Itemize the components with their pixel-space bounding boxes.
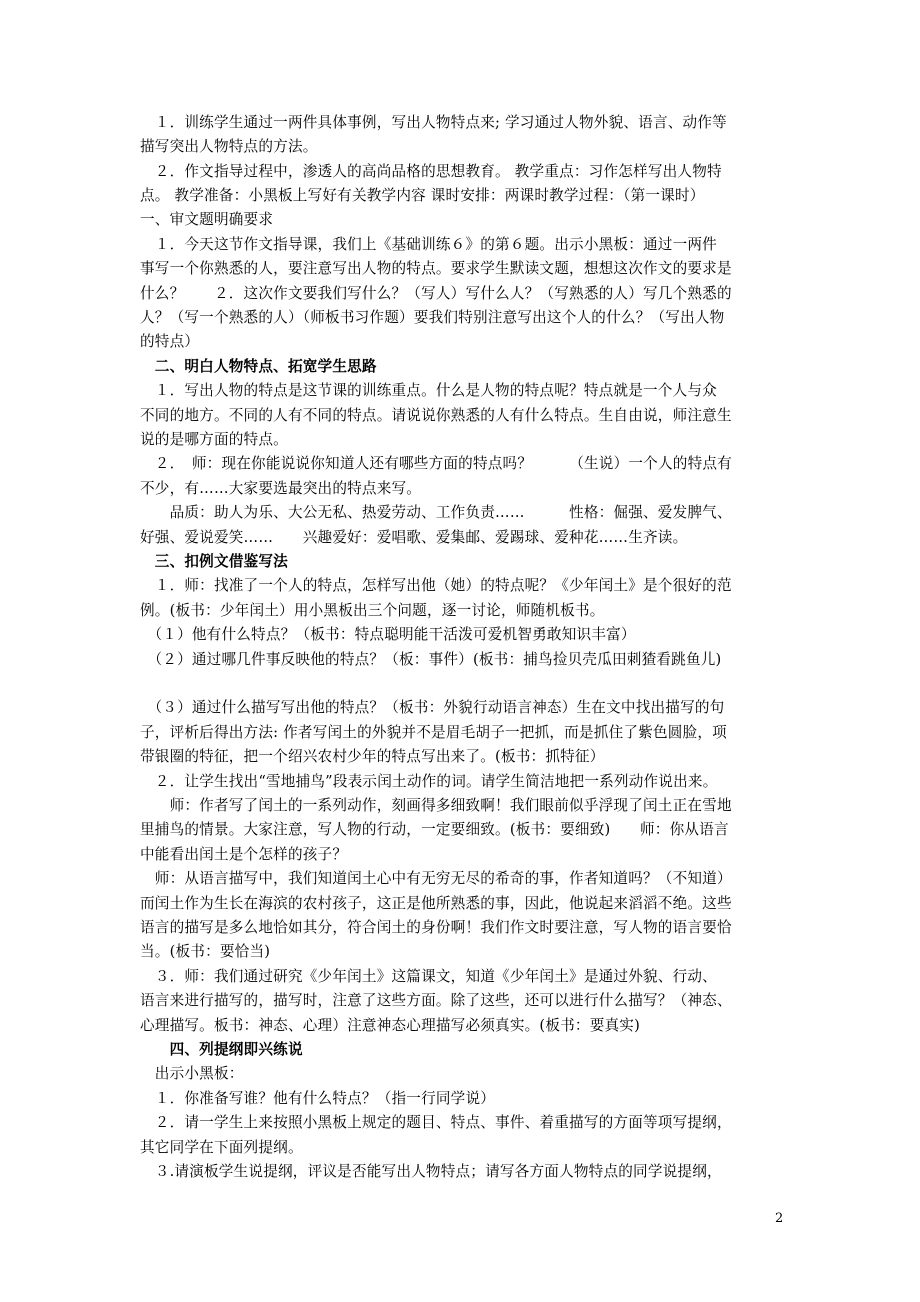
- text-line: 师：从语言描写中，我们知道闰土心中有无穷无尽的希奇的事，作者知道吗？（不知道）: [140, 870, 732, 887]
- text-line: １．训练学生通过一两件具体事例，写出人物特点来; 学习通过人物外貌、语言、动作等: [140, 114, 727, 131]
- text-line: 师：作者写了闰土的一系列动作，刻画得多细致啊！我们眼前似乎浮现了闰土正在雪地: [140, 797, 732, 814]
- section-heading: 四、列提纲即兴练说: [140, 1041, 303, 1058]
- text-line: （１）他有什么特点？（板书：特点聪明能干活泼可爱机智勇敢知识丰富）: [140, 626, 636, 643]
- text-line: 的特点）: [140, 333, 200, 350]
- text-line: 例。(板书：少年闰土）用小黑板出三个问题，逐一讨论，师随机板书。: [140, 602, 605, 619]
- text-line: 当。(板书：要恰当): [140, 943, 271, 960]
- text-line: 中能看出闰土是个怎样的孩子？: [140, 846, 348, 863]
- text-line: ２．请一学生上来按照小黑板上规定的题目、特点、事件、着重描写的方面等项写提纲，: [140, 1114, 732, 1131]
- text-line: 心理描写。板书：神态、心理）注意神态心理描写必须真实。(板书：要真实): [140, 1017, 640, 1034]
- text-line: ２．让学生找出“雪地捕鸟”段表示闰土动作的词。请学生简洁地把一系列动作说出来。: [140, 773, 718, 790]
- text-line: 而闰土作为生长在海滨的农村孩子，这正是他所熟悉的事，因此，他说起来滔滔不绝。这些: [140, 895, 732, 912]
- text-line: １．写出人物的特点是这节课的训练重点。什么是人物的特点呢？特点就是一个人与众: [140, 382, 717, 399]
- text-line: 其它同学在下面列提纲。: [140, 1139, 303, 1156]
- text-line: 点。 教学准备：小黑板上写好有关教学内容 课时安排：两课时教学过程：（第一课时）: [140, 187, 705, 204]
- section-heading: 三、扣例文借鉴写法: [140, 553, 288, 570]
- text-line: 语言来进行描写的，描写时，注意了这些方面。除了这些，还可以进行什么描写？（神态、: [140, 992, 732, 1009]
- text-line: 说的是哪方面的特点。: [140, 431, 288, 448]
- text-line: 好强、爱说爱笑…… 兴趣爱好：爱唱歌、爱集邮、爱踢球、爱种花……生齐读。: [140, 529, 688, 546]
- text-line: 语言的描写是多么地恰如其分，符合闰土的身份啊！我们作文时要注意，写人物的语言要恰: [140, 919, 732, 936]
- text-line: 里捕鸟的情景。大家注意，写人物的行动，一定要细致。(板书：要细致) 师：你从语言: [140, 821, 729, 838]
- text-line: ２． 师：现在你能说说你知道人还有哪些方面的特点吗？ （生说）一个人的特点有: [140, 455, 732, 472]
- text-line: 品质：助人为乐、大公无私、热爱劳动、工作负责…… 性格：倔强、爱发脾气、: [140, 504, 732, 521]
- section-heading: 二、明白人物特点、拓宽学生思路: [140, 358, 377, 375]
- text-line: 事写一个你熟悉的人，要注意写出人物的特点。要求学生默读文题，想想这次作文的要求是: [140, 260, 732, 277]
- text-line: （２）通过哪几件事反映他的特点？（板：事件）(板书：捕鸟捡贝壳瓜田刺猹看跳鱼儿): [140, 651, 722, 668]
- section-heading: 一、审文题明确要求: [140, 211, 274, 228]
- page-number: 2: [775, 1211, 784, 1226]
- text-line: ２．作文指导过程中，渗透人的高尚品格的思想教育。 教学重点：习作怎样写出人物特: [140, 163, 722, 180]
- text-line: １．师：找准了一个人的特点，怎样写出他（她）的特点呢？《少年闰土》是个很好的范: [140, 577, 732, 594]
- text-line: 子，评析后得出方法: 作者写闰土的外貌并不是眉毛胡子一把抓，而是抓住了紫色圆脸，项: [140, 724, 727, 741]
- text-line: ３.请演板学生说提纲，评议是否能写出人物特点；请写各方面人物特点的同学说提纲，: [140, 1163, 722, 1180]
- text-line: （３）通过什么描写写出他的特点？（板书：外貌行动语言神态）生在文中找出描写的句: [140, 699, 725, 716]
- text-line: 描写突出人物特点的方法。: [140, 138, 318, 155]
- text-line: １．你准备写谁？他有什么特点？（指一行同学说）: [140, 1090, 496, 1107]
- text-line: ３．师：我们通过研究《少年闰土》这篇课文，知道《少年闰土》是通过外貌、行动、: [140, 968, 717, 985]
- text-line: 什么？ ２．这次作文要我们写什么？（写人）写什么人？（写熟悉的人）写几个熟悉的: [140, 285, 732, 302]
- text-line: 不同的地方。不同的人有不同的特点。请说说你熟悉的人有什么特点。生自由说，师注意生: [140, 407, 732, 424]
- text-line: 不少，有……大家要选最突出的特点来写。: [140, 480, 422, 497]
- text-line: 出示小黑板：: [140, 1065, 244, 1082]
- text-line: 人？（写一个熟悉的人）（师板书习作题）要我们特别注意写出这个人的什么？（写出人物: [140, 309, 725, 326]
- text-line: １．今天这节作文指导课，我们上《基础训练６》的第６题。出示小黑板：通过一两件: [140, 236, 717, 253]
- text-line: 带银圈的特征，把一个绍兴农村少年的特点写出来了。(板书：抓特征）: [140, 748, 605, 765]
